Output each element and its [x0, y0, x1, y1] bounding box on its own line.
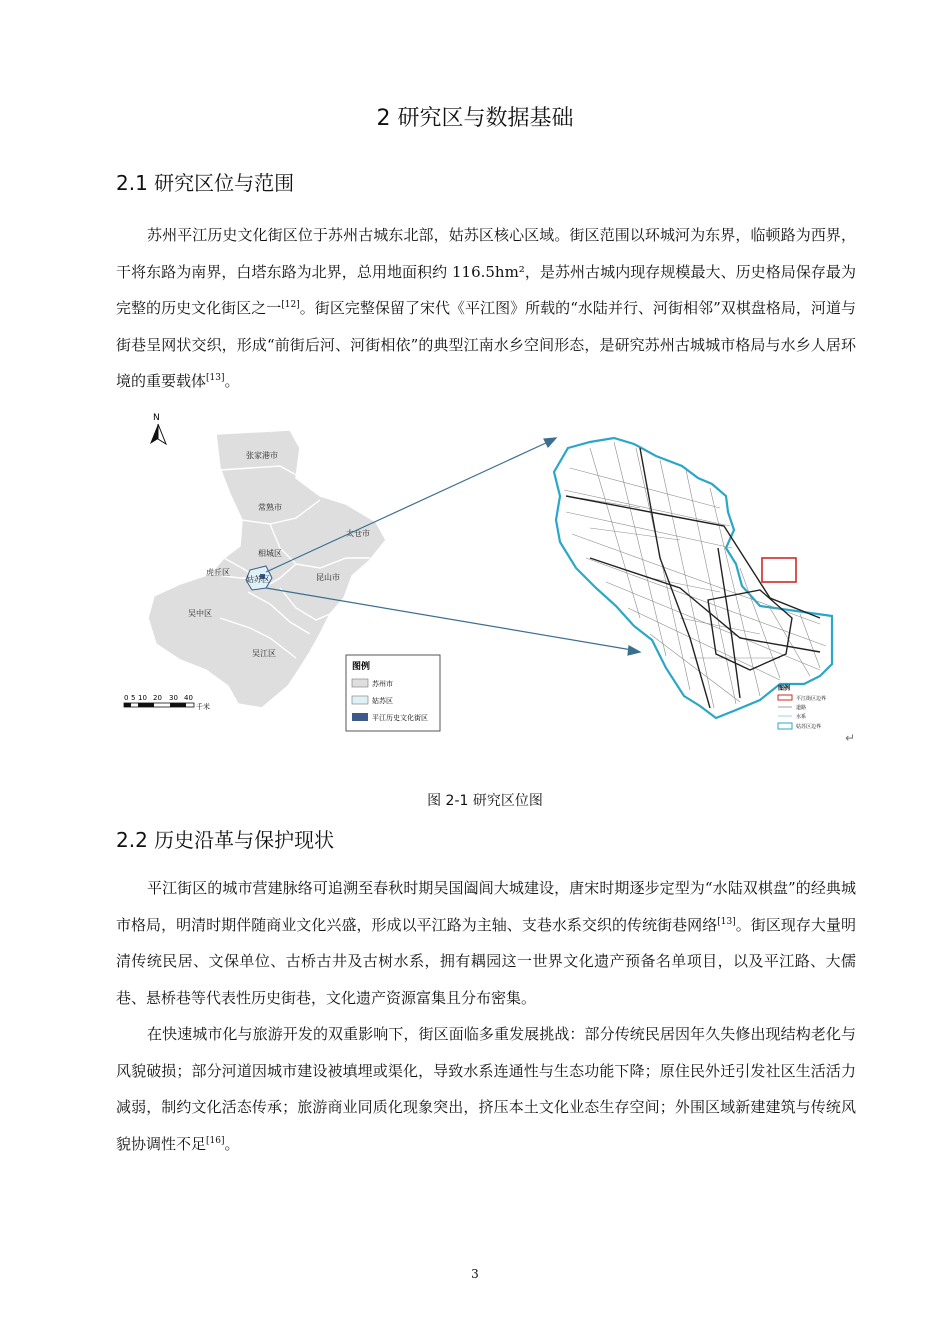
label-xiangcheng: 相城区 — [258, 549, 282, 558]
label-wujiang: 吴江区 — [252, 649, 276, 658]
pingjiang-block-outline — [762, 558, 796, 582]
svg-text:30: 30 — [169, 694, 178, 702]
location-map-figure — [120, 408, 870, 754]
svg-text:图例: 图例 — [778, 685, 791, 692]
label-taicang: 太仓市 — [346, 529, 370, 538]
page-number: 3 — [471, 1267, 479, 1281]
paragraph-return-mark: ↵ — [845, 731, 856, 745]
svg-text:姑苏区: 姑苏区 — [372, 697, 393, 705]
svg-text:平江历史文化街区: 平江历史文化街区 — [372, 714, 428, 722]
label-huqiu: 虎丘区 — [206, 568, 230, 577]
paragraph-study-area: 苏州平江历史文化街区位于苏州古城东北部，姑苏区核心区域。街区范围以环城河为东界，临顿路为西界，干将东路为南界，白塔东路为北界，总用地面积约 116.5hm²，是苏州古城内现存规模最大、历史格局保存最为完整的历史文化街区之一[12]。街区完整保留了宋代《平江图》所载的“水陆并行、河街相邻”双棋盘格局，河道与街巷呈网状交织，形成“前街后河、河街相依”的典型江南水乡空间形态，是研究苏州古城城市格局与水乡人居环境的重要载体[13]。 — [116, 226, 856, 390]
figure-caption: 图 2-1 研究区位图 — [427, 793, 543, 809]
svg-text:10: 10 — [138, 694, 147, 702]
svg-text:苏州市: 苏州市 — [372, 680, 393, 688]
paragraph-history: 平江街区的城市营建脉络可追溯至春秋时期吴国阖闾大城建设，唐宋时期逐步定型为“水陆双棋盘”的经典城市格局，明清时期伴随商业文化兴盛，形成以平江路为主轴、支巷水系交织的传统街巷网络[13]。街区现存大量明清传统民居、文保单位、古桥古井及古树水系，拥有耦园这一世界文化遗产预备名单项目，以及平江路、大儒巷、悬桥巷等代表性历史街巷，文化遗产资源富集且分布密集。 — [116, 879, 856, 1007]
north-arrow-icon — [150, 413, 166, 444]
label-changshu: 常熟市 — [258, 503, 282, 512]
label-gusu: 姑苏区 — [246, 575, 270, 584]
svg-text:0: 0 — [124, 694, 129, 702]
label-kunshan: 昆山市 — [316, 573, 340, 582]
citation-ref: [13] — [206, 373, 225, 383]
gusu-detail-map — [554, 438, 832, 718]
legend-left — [346, 655, 440, 731]
svg-text:千米: 千米 — [196, 703, 210, 711]
svg-text:水系: 水系 — [796, 714, 807, 720]
section-heading-2-2: 2.2 历史沿革与保护现状 — [116, 828, 335, 852]
svg-text:5: 5 — [131, 694, 136, 702]
citation-ref: [12] — [281, 300, 300, 310]
citation-ref: [16] — [206, 1135, 225, 1146]
scale-bar — [124, 694, 210, 711]
label-zhangjiagang: 张家港市 — [246, 451, 278, 460]
svg-text:40: 40 — [184, 694, 193, 702]
chapter-title: 2 研究区与数据基础 — [376, 106, 574, 131]
section-heading-2-1: 2.1 研究区位与范围 — [116, 171, 295, 195]
svg-text:图例: 图例 — [352, 662, 371, 672]
svg-text:20: 20 — [153, 694, 162, 702]
svg-text:平江街区边界: 平江街区边界 — [796, 696, 827, 702]
label-wuzhong: 吴中区 — [188, 609, 212, 618]
svg-text:道路: 道路 — [796, 705, 807, 711]
svg-text:姑苏区边界: 姑苏区边界 — [796, 724, 822, 730]
legend-right — [778, 684, 826, 730]
paragraph-challenges: 在快速城市化与旅游开发的双重影响下，街区面临多重发展挑战：部分传统民居因年久失修出现结构老化与风貌破损；部分河道因城市建设被填埋或渠化，导致水系连通性与生态功能下降；原住民外迁引发社区生活活力减弱，制约文化活态传承；旅游商业同质化现象突出，挤压本土文化业态生存空间；外围区域新建建筑与传统风貌协调性不足[16]。 — [116, 1025, 856, 1153]
citation-ref: [13] — [717, 916, 736, 927]
north-label: N — [153, 413, 160, 423]
